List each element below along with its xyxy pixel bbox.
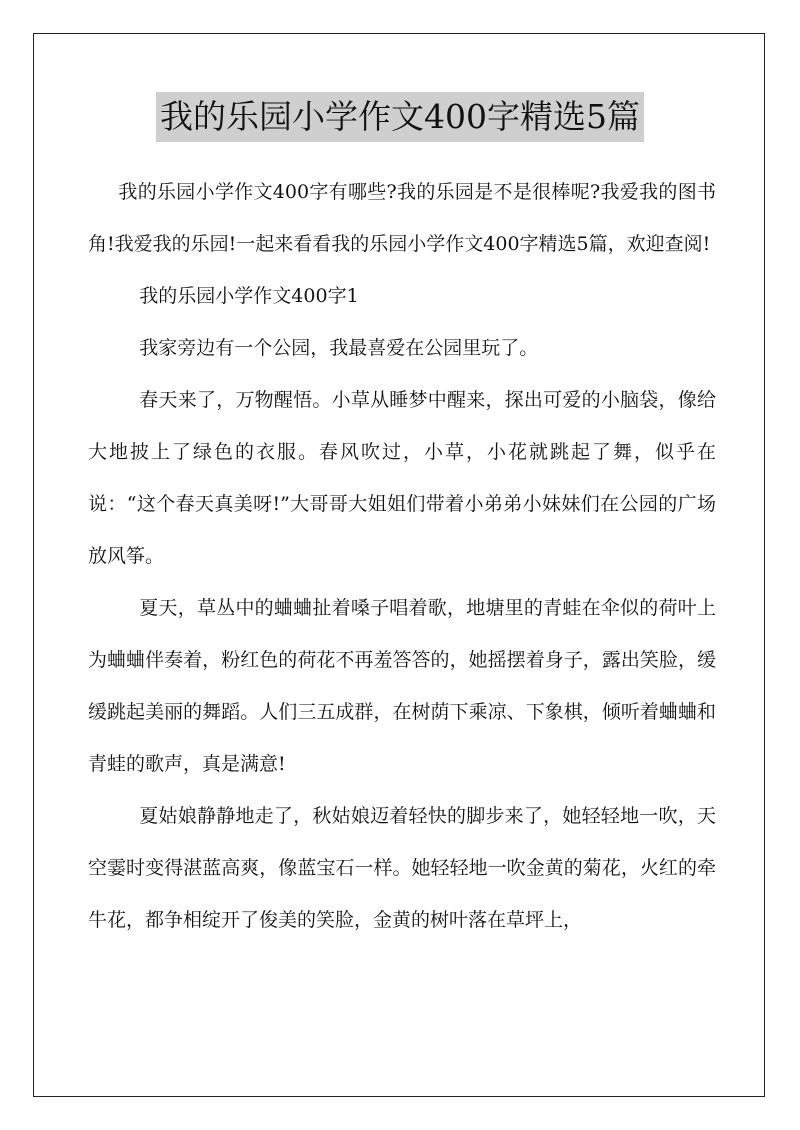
paragraph-park: 我家旁边有一个公园，我最喜爱在公园里玩了。: [139, 337, 539, 359]
title-container: [0, 92, 800, 142]
paragraph-autumn: 夏姑娘静静地走了，秋姑娘迈着轻快的脚步来了，她轻轻地一吹，天空霎时变得湛蓝高爽，像蓝宝石一样。她轻轻地一吹金黄的菊花，火红的牵牛花，都争相绽开了俊美的笑脸，金黄的树叶落在草坪上，: [88, 805, 716, 931]
section-heading: 我的乐园小学作文400字1: [139, 285, 359, 307]
document-title: 我的乐园小学作文400字精选5篇: [156, 92, 644, 142]
paragraph-summer: 夏天，草丛中的蛐蛐扯着嗓子唱着歌，地塘里的青蛙在伞似的荷叶上为蛐蛐伴奏着，粉红色的荷花不再羞答答的，她摇摆着身子，露出笑脸，缓缓跳起美丽的舞蹈。人们三五成群，在树荫下乘凉、下象棋，倾听着蛐蛐和青蛙的歌声，真是满意!: [88, 597, 716, 775]
paragraph-spring: 春天来了，万物醒悟。小草从睡梦中醒来，探出可爱的小脑袋，像给大地披上了绿色的衣服。春风吹过，小草，小花就跳起了舞，似乎在说：“这个春天真美呀!”大哥哥大姐姐们带着小弟弟小妹妹们在公园的广场放风筝。: [88, 389, 716, 567]
intro-paragraph: 我的乐园小学作文400字有哪些?我的乐园是不是很棒呢?我爱我的图书角!我爱我的乐园!一起来看看我的乐园小学作文400字精选5篇，欢迎查阅!: [88, 181, 716, 255]
document-body: [88, 166, 716, 946]
